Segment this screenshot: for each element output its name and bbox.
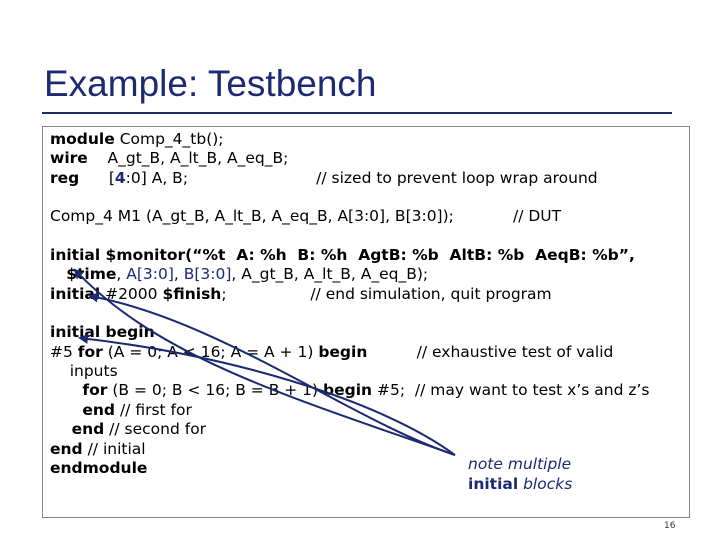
code-text: (A = 0; A < 16; A = A + 1) [102, 343, 319, 361]
code-text: B [474, 246, 487, 264]
slide-title: Example: Testbench [44, 63, 377, 104]
highlight-range: B[3:0] [183, 265, 232, 283]
code-text: Comp_4_tb(); [114, 130, 224, 148]
code-text: [ [79, 169, 115, 187]
code-text: #5 [50, 343, 78, 361]
code-comment: #5; // may want to test x’s and z’s [372, 381, 650, 399]
highlight-range: A[3:0] [126, 265, 174, 283]
keyword: for [50, 381, 108, 399]
note-line-2: blocks [518, 475, 573, 493]
code-comment: // first for [115, 401, 192, 419]
code-text: A_gt_B, A_lt_B, A_eq_B; [87, 149, 289, 167]
keyword: $finish [162, 285, 222, 303]
keyword: initial [50, 285, 101, 303]
keyword: wire [50, 149, 88, 167]
title-underline [42, 112, 672, 114]
code-text: #2000 [100, 285, 163, 303]
code-line-2 [50, 149, 288, 168]
keyword: for [77, 343, 103, 361]
code-text: , [173, 265, 184, 283]
code-comment: // sized to prevent loop wrap around [188, 169, 598, 187]
code-text: Comp_4 M1 (A_gt_B, A_lt_B, A_eq_B, A[3:0], B[3:0]); // DUT [50, 207, 562, 225]
code-text: :0] A, B; [125, 169, 189, 187]
keyword: end [50, 420, 105, 438]
code-line-10 [50, 362, 118, 381]
highlight-number: 4 [114, 169, 126, 187]
annotation-note [468, 454, 572, 494]
code-comment: // exhaustive test of valid [367, 343, 614, 361]
code-text: (B = 0; B < 16; B = B + 1) [107, 381, 324, 399]
code-text: , A_gt_B, A_lt_B, A_eq_B); [231, 265, 429, 283]
code-line-11 [50, 381, 650, 400]
code-comment: // end simulation, quit program [226, 285, 552, 303]
code-text: B [388, 246, 401, 264]
note-keyword: initial [468, 475, 519, 493]
code-text: B [568, 246, 581, 264]
code-text: inputs [50, 362, 118, 380]
code-text: : %b Aeq [486, 246, 569, 264]
code-text: , [116, 265, 127, 283]
keyword: begin [318, 343, 368, 361]
page-number: 16 [664, 521, 676, 531]
code-line-13 [50, 420, 206, 439]
code-text: ; [221, 285, 227, 303]
code-line-7 [50, 285, 552, 304]
code-comment: // second for [104, 420, 207, 438]
code-line-12 [50, 401, 192, 420]
keyword: endmodule [50, 459, 148, 477]
code-line-8 [50, 323, 155, 342]
code-line-9 [50, 343, 613, 362]
keyword: begin [323, 381, 373, 399]
code-line-14 [50, 440, 146, 459]
code-line-3 [50, 169, 598, 188]
keyword: initial [50, 246, 101, 264]
keyword: initial begin [50, 323, 155, 341]
code-line-1 [50, 130, 224, 149]
code-line-6 [50, 265, 428, 284]
keyword: end [50, 401, 116, 419]
code-line-5 [50, 246, 635, 265]
code-line-15 [50, 459, 147, 478]
code-text: $monitor(“%t A: %h B: %h Agt [100, 246, 389, 264]
code-comment: // initial [82, 440, 146, 458]
note-line-1: note multiple [468, 455, 572, 473]
keyword: end [50, 440, 83, 458]
code-text: $time [50, 265, 117, 283]
code-text: : %b Alt [400, 246, 475, 264]
keyword: reg [50, 169, 80, 187]
code-text: : %b”, [580, 246, 635, 264]
code-line-4 [50, 207, 561, 226]
keyword: module [50, 130, 115, 148]
